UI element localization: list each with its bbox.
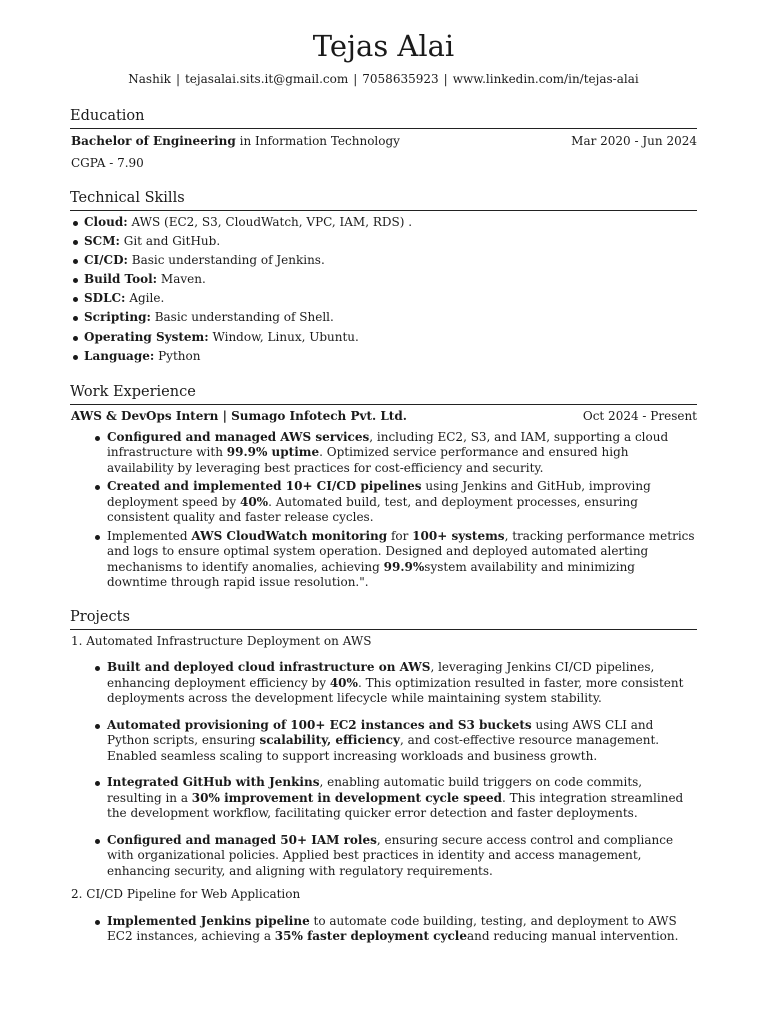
project-bullets [70, 914, 697, 945]
bullet-item [70, 430, 697, 477]
bullet-text: . This optimization resulted in faster, more consistent deployments across the development lifecycle while maintaining system stability. [107, 675, 684, 705]
contact-separator: | [443, 72, 448, 86]
contact-linkedin[interactable]: www.linkedin.com/in/tejas-alai [452, 72, 639, 86]
bullet-item [70, 660, 697, 707]
skill-label: Build Tool: [84, 272, 158, 287]
bullet-text: , tracking performance metrics and logs to ensure optimal system operation. Designed and deployed automated alerting mechanisms to identify anomalies, achieving [107, 528, 695, 574]
education-degree [70, 134, 400, 150]
education-dates: Mar 2020 - Jun 2024 [571, 133, 697, 148]
contact-separator: | [175, 72, 180, 86]
skill-item [70, 349, 697, 368]
skills-heading: Technical Skills [70, 189, 697, 211]
candidate-name: Tejas Alai [312, 29, 455, 63]
skill-value: Window, Linux, Ubuntu. [208, 329, 359, 344]
skill-value: AWS (EC2, S3, CloudWatch, VPC, IAM, RDS) . [127, 214, 413, 229]
bullet-text: . Automated build, test, and deployment processes, ensuring consistent quality and faster release cycles. [107, 494, 638, 524]
bullet-item [70, 479, 697, 526]
work-bullets [70, 430, 697, 591]
bullet-text: for [387, 528, 413, 543]
bullet-item [70, 914, 697, 945]
bullet-text: , enabling automatic build triggers on code commits, resulting in a [107, 775, 643, 805]
skill-item [70, 272, 697, 291]
bullet-highlight: Implemented Jenkins pipeline [107, 913, 310, 928]
bullet-text: to automate code building, testing, and deployment to AWS EC2 instances, achieving a [107, 913, 677, 943]
bullet-highlight: Created and implemented 10+ CI/CD pipelines [107, 479, 422, 493]
skill-label: Cloud: [84, 214, 128, 229]
degree-name: Bachelor of Engineering [71, 133, 236, 148]
project-bullets [70, 660, 697, 879]
contact-phone[interactable]: 7058635923 [362, 72, 439, 86]
bullet-text: , and cost-effective resource management. Enabled seamless scaling to support increasing workloads and business growth. [107, 733, 660, 763]
project-1 [70, 634, 697, 880]
bullet-text: . This integration streamlined the development workflow, facilitating quicker error detection and faster deployments. [107, 790, 684, 820]
bullet-text: using AWS CLI and Python scripts, ensuring [107, 717, 654, 747]
bullet-text: , ensuring secure access control and compliance with organizational policies. Applied best practices in identity and access management, enhancing security, and aligning with regulatory requirements. [107, 832, 674, 878]
project-title: 2. CI/CD Pipeline for Web Application [71, 887, 301, 901]
skill-label: Language: [84, 348, 155, 363]
work-role: AWS & DevOps Intern | Sumago Infotech Pvt. Ltd. [71, 409, 407, 423]
skills-list [70, 215, 697, 369]
bullet-highlight: Configured and managed 50+ IAM roles [107, 832, 377, 847]
education-heading: Education [70, 107, 697, 129]
education-cgpa: CGPA - 7.90 [71, 156, 144, 170]
work-heading: Work Experience [70, 383, 697, 405]
skill-item [70, 234, 697, 253]
project-title: 1. Automated Infrastructure Deployment on AWS [71, 633, 372, 648]
bullet-highlight: 99.9% uptime [226, 445, 320, 459]
bullet-highlight: 30% improvement in development cycle speed [191, 790, 503, 805]
contact-line [70, 72, 697, 88]
skill-label: SCM: [84, 233, 120, 248]
projects-heading: Projects [70, 608, 697, 630]
bullet-item [70, 529, 697, 591]
project-2 [70, 887, 697, 945]
bullet-item [70, 775, 697, 822]
education-entry [70, 134, 697, 150]
work-dates: Oct 2024 - Present [582, 409, 697, 423]
skill-value: Python [154, 348, 201, 363]
skill-value: Git and GitHub. [119, 233, 221, 248]
bullet-text: and reducing manual intervention. [466, 929, 679, 943]
skill-value: Basic understanding of Shell. [150, 310, 334, 325]
bullet-highlight: AWS CloudWatch monitoring [191, 528, 388, 543]
bullet-text: , leveraging Jenkins CI/CD pipelines, enhancing deployment efficiency by [107, 660, 655, 690]
skill-value: Basic understanding of Jenkins. [127, 252, 325, 267]
bullet-highlight: 40% [239, 494, 269, 509]
bullet-text: . Optimized service performance and ensured high availability by leveraging best practices for cost-efficiency and security. [107, 445, 629, 475]
skill-label: CI/CD: [84, 252, 128, 267]
bullet-text: using Jenkins and GitHub, improving deployment speed by [107, 479, 651, 509]
bullet-text: , including EC2, S3, and IAM, supporting a cloud infrastructure with [107, 429, 669, 459]
skill-label: Operating System: [84, 329, 209, 344]
bullet-text: Implemented [107, 528, 192, 543]
bullet-highlight: Integrated GitHub with Jenkins [107, 775, 320, 789]
work-entry-header [70, 409, 697, 425]
bullet-highlight: 99.9% [383, 559, 425, 574]
bullet-highlight: 100+ systems [412, 528, 505, 543]
skill-label: Scripting: [84, 310, 151, 325]
bullet-text: system availability and minimizing downtime through rapid issue resolution.". [107, 559, 635, 589]
bullet-highlight: 35% faster deployment cycle [274, 929, 467, 943]
contact-email[interactable]: tejasalai.sits.it@gmail.com [184, 72, 349, 86]
bullet-item [70, 833, 697, 880]
bullet-highlight: Configured and managed AWS services [107, 429, 370, 444]
bullet-highlight: scalability, efficiency [259, 733, 400, 747]
degree-field: in Information Technology [235, 133, 400, 148]
skill-item [70, 253, 697, 272]
bullet-highlight: Built and deployed cloud infrastructure on AWS [107, 660, 431, 674]
skill-item [70, 215, 697, 234]
bullet-highlight: Automated provisioning of 100+ EC2 instances and S3 buckets [107, 717, 532, 732]
contact-city: Nashik [128, 72, 171, 86]
skill-value: Agile. [125, 291, 165, 306]
bullet-highlight: 40% [329, 675, 358, 690]
skill-item [70, 291, 697, 310]
contact-separator: | [353, 72, 358, 86]
skill-item [70, 310, 697, 329]
bullet-item [70, 718, 697, 765]
skill-value: Maven. [157, 272, 206, 287]
skill-label: SDLC: [84, 291, 126, 306]
skill-item [70, 330, 697, 349]
